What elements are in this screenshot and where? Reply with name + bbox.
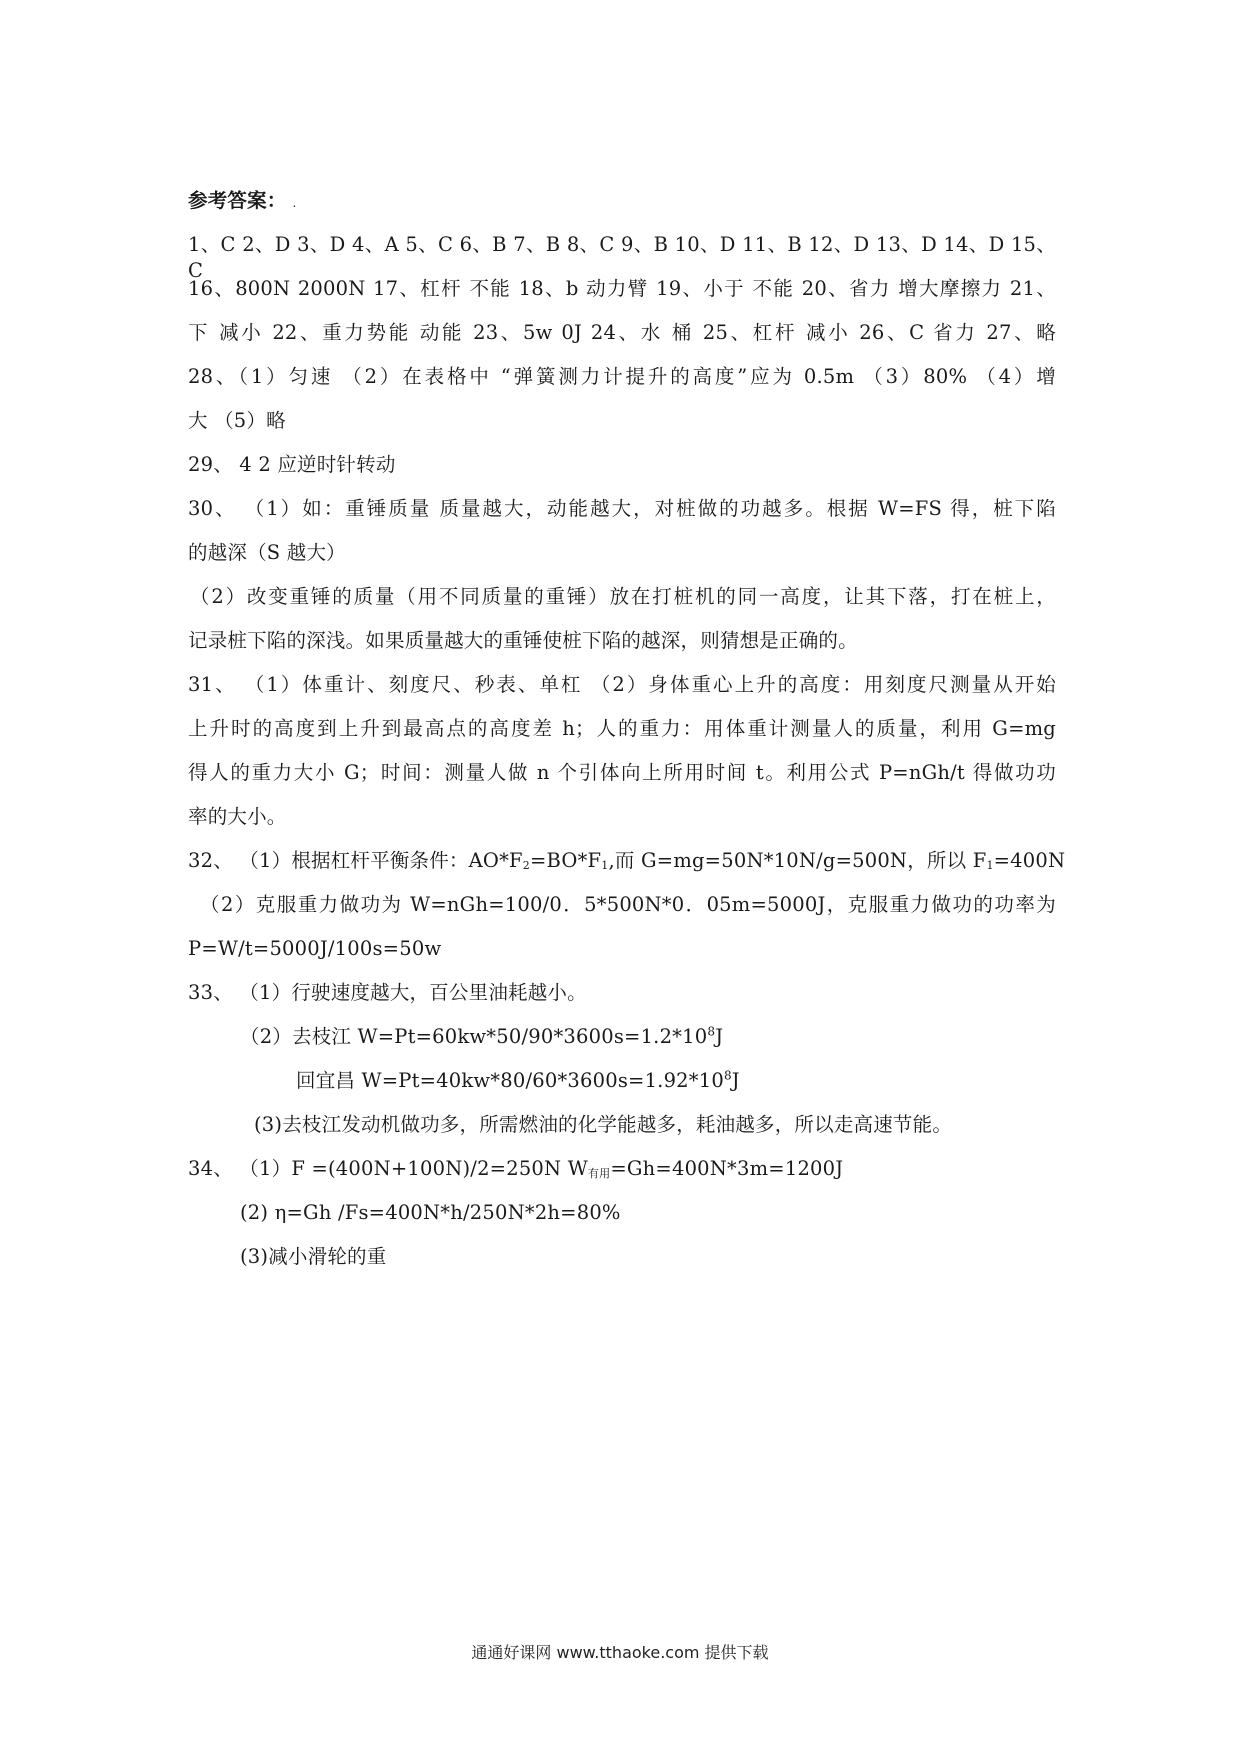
answer-line-3: 下 减小 22、重力势能 动能 23、5w 0J 24、水 桶 25、杠杆 减小 26、C 省力 27、略 xyxy=(188,321,1056,344)
answer-line-22 xyxy=(188,1156,843,1182)
answer-line-24: (3)减小滑轮的重 xyxy=(240,1245,387,1268)
answer-line-21: (3)去枝江发动机做功多，所需燃油的化学能越多，耗油越多，所以走高速节能。 xyxy=(254,1113,953,1136)
l15-part-g: =400N xyxy=(993,849,1066,872)
answer-line-9: （2）改变重锤的质量（用不同质量的重锤）放在打桩机的同一高度，让其下落，打在桩上， xyxy=(190,585,1056,608)
l20-sup: 8 xyxy=(723,1068,732,1083)
answer-line-17: P=W/t=5000J/100s=50w xyxy=(188,937,442,960)
l20-part-a: 回宜昌 W=Pt=40kw*80/60*3600s=1.92*10 xyxy=(296,1069,724,1092)
l19-part-c: J xyxy=(715,1025,724,1048)
l15-part-c: =BO*F xyxy=(529,849,602,872)
answer-line-7: 30、 （1）如：重锤质量 质量越大，动能越大，对桩做的功越多。根据 W=FS 得，桩下陷 xyxy=(188,497,1056,520)
answer-line-4: 28、（1）匀速 （2）在表格中 “弹簧测力计提升的高度”应为 0.5m （3）80% （4）增 xyxy=(188,365,1056,388)
heading-dot: . xyxy=(292,196,297,210)
l15-part-a: 32、 （1）根据杠杆平衡条件：AO*F xyxy=(188,849,523,872)
answer-heading xyxy=(188,188,297,216)
l22-part-c: =Gh=400N*3m=1200J xyxy=(610,1157,844,1180)
l22-sub-youyong: 有用 xyxy=(587,1167,611,1180)
answer-line-23: (2) η=Gh /Fs=400N*h/250N*2h=80% xyxy=(240,1201,621,1224)
answer-line-15 xyxy=(188,848,1065,874)
l19-sup: 8 xyxy=(707,1024,716,1039)
l22-part-a: 34、 （1）F =(400N+100N)/2=250N W xyxy=(188,1157,588,1180)
l15-part-e: ,而 G=mg=50N*10N/g=500N，所以 F xyxy=(608,849,987,872)
answer-line-11: 31、 （1）体重计、刻度尺、秒表、单杠 （2）身体重心上升的高度：用刻度尺测量从开始 xyxy=(188,673,1056,696)
l15-sub-1: 1 xyxy=(601,859,609,872)
l15-sub-2: 2 xyxy=(522,859,530,872)
l19-part-a: （2）去枝江 W=Pt=60kw*50/90*3600s=1.2*10 xyxy=(240,1025,708,1048)
answer-line-8: 的越深（S 越大） xyxy=(188,541,346,564)
answer-line-18: 33、 （1）行驶速度越大，百公里油耗越小。 xyxy=(188,981,587,1004)
l20-part-c: J xyxy=(731,1069,740,1092)
answer-line-14: 率的大小。 xyxy=(188,805,287,828)
heading-text: 参考答案： xyxy=(188,189,287,212)
page-footer: 通通好课网 www.tthaoke.com 提供下载 xyxy=(471,1643,769,1662)
answer-line-19 xyxy=(240,1024,723,1050)
answer-line-5: 大 （5）略 xyxy=(188,409,286,432)
answer-line-20 xyxy=(296,1068,740,1094)
answer-line-12: 上升时的高度到上升到最高点的高度差 h；人的重力：用体重计测量人的质量，利用 G=mg xyxy=(188,717,1056,740)
answer-line-13: 得人的重力大小 G；时间：测量人做 n 个引体向上所用时间 t。利用公式 P=nGh/t 得做功功 xyxy=(188,761,1056,784)
answer-line-16: （2）克服重力做功为 W=nGh=100/0．5*500N*0．05m=5000J，克服重力做功的功率为 xyxy=(200,893,1056,916)
answer-line-2: 16、800N 2000N 17、杠杆 不能 18、b 动力臂 19、小于 不能 20、省力 增大摩擦力 21、 xyxy=(188,277,1056,300)
answer-line-1: 1、C 2、D 3、D 4、A 5、C 6、B 7、B 8、C 9、B 10、D 11、B 12、D 13、D 14、D 15、C xyxy=(188,233,1056,282)
answer-line-10: 记录桩下陷的深浅。如果质量越大的重锤使桩下陷的越深，则猜想是正确的。 xyxy=(188,629,858,652)
l15-sub-1b: 1 xyxy=(986,859,994,872)
answer-line-6: 29、 4 2 应逆时针转动 xyxy=(188,453,396,476)
